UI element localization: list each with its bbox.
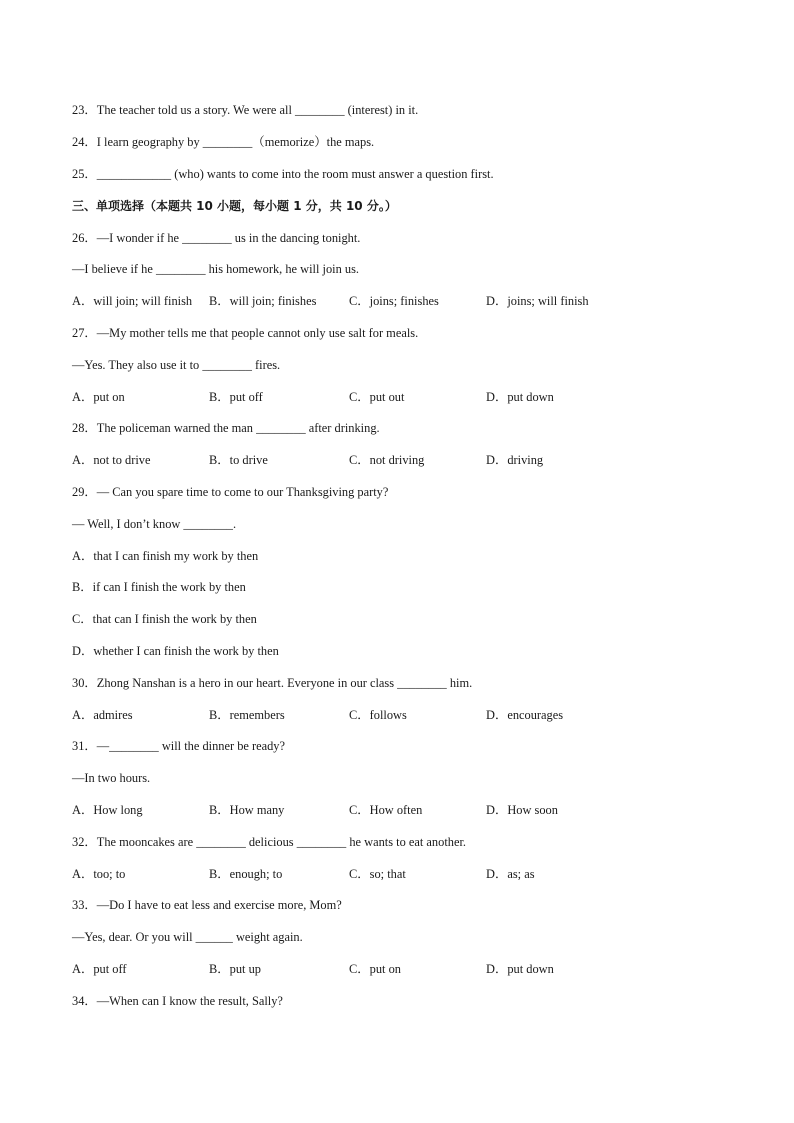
question-26-reply: —I believe if he ________ his homework, he will join us. — [72, 262, 360, 276]
question-28-stem: 28．The policeman warned the man ________ after drinking. — [72, 421, 380, 435]
question-33-option-c: C．put on — [349, 962, 401, 976]
question-29-reply: — Well, I don’t know ________. — [72, 517, 237, 531]
question-28-option-a: A．not to drive — [72, 453, 151, 467]
question-31-stem: 31．—________ will the dinner be ready? — [72, 739, 286, 753]
question-32-option-d: D．as; as — [486, 867, 535, 881]
section-heading: 三、单项选择（本题共 10 小题，每小题 1 分，共 10 分。） — [72, 199, 397, 213]
question-31-option-c: C．How often — [349, 803, 423, 817]
question-30-option-a: A．admires — [72, 708, 133, 722]
question-27-option-b: B．put off — [209, 390, 263, 404]
question-31-option-a: A．How long — [72, 803, 143, 817]
question-29-option-b: B．if can I finish the work by then — [72, 580, 246, 594]
question-26-option-c: C．joins; finishes — [349, 294, 439, 308]
question-33-option-b: B．put up — [209, 962, 261, 976]
question-30-option-d: D．encourages — [486, 708, 564, 722]
question-33-option-d: D．put down — [486, 962, 554, 976]
question-29-option-a: A．that I can finish my work by then — [72, 549, 259, 563]
question-32-option-a: A．too; to — [72, 867, 126, 881]
question-27-option-a: A．put on — [72, 390, 125, 404]
question-33-reply: —Yes, dear. Or you will ______ weight again. — [72, 930, 303, 944]
question-28-option-b: B．to drive — [209, 453, 268, 467]
question-27-option-c: C．put out — [349, 390, 405, 404]
question-29-option-d: D．whether I can finish the work by then — [72, 644, 279, 658]
question-32-option-c: C．so; that — [349, 867, 406, 881]
question-24: 24．I learn geography by ________（memorize）the maps. — [72, 135, 375, 149]
question-23: 23．The teacher told us a story. We were all ________ (interest) in it. — [72, 103, 419, 117]
question-31-reply: —In two hours. — [72, 771, 151, 785]
question-27-stem: 27．—My mother tells me that people cannot only use salt for meals. — [72, 326, 419, 340]
question-29-option-c: C．that can I finish the work by then — [72, 612, 257, 626]
question-29-stem: 29．— Can you spare time to come to our Thanksgiving party? — [72, 485, 389, 499]
question-34-stem: 34．—When can I know the result, Sally? — [72, 994, 283, 1008]
question-28-option-c: C．not driving — [349, 453, 425, 467]
question-26-option-a: A．will join; will finish — [72, 294, 193, 308]
question-26-stem: 26．—I wonder if he ________ us in the dancing tonight. — [72, 231, 361, 245]
question-32-option-b: B．enough; to — [209, 867, 283, 881]
question-32-stem: 32．The mooncakes are ________ delicious ________ he wants to eat another. — [72, 835, 466, 849]
question-26-option-d: D．joins; will finish — [486, 294, 589, 308]
question-30-option-c: C．follows — [349, 708, 407, 722]
question-33-option-a: A．put off — [72, 962, 127, 976]
question-28-option-d: D．driving — [486, 453, 544, 467]
question-31-option-b: B．How many — [209, 803, 285, 817]
question-25: 25．____________ (who) wants to come into the room must answer a question first. — [72, 167, 494, 181]
question-27-reply: —Yes. They also use it to ________ fires. — [72, 358, 281, 372]
question-33-stem: 33．—Do I have to eat less and exercise more, Mom? — [72, 898, 342, 912]
question-26-option-b: B．will join; finishes — [209, 294, 317, 308]
question-31-option-d: D．How soon — [486, 803, 558, 817]
question-27-option-d: D．put down — [486, 390, 554, 404]
question-30-stem: 30．Zhong Nanshan is a hero in our heart. Everyone in our class ________ him. — [72, 676, 473, 690]
question-30-option-b: B．remembers — [209, 708, 285, 722]
